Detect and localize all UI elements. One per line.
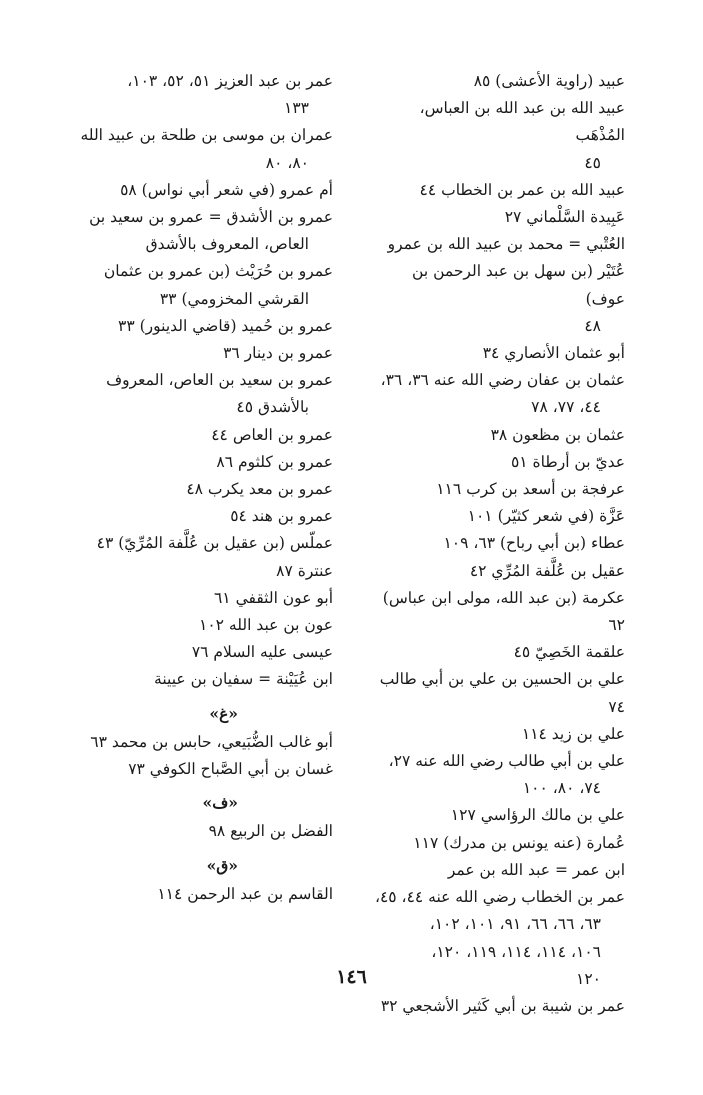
index-entry-continuation: ٤٤، ٧٧، ٧٨ — [531, 398, 601, 417]
index-entry — [75, 422, 333, 449]
index-entry-text: عقيل بن عُلَّفة المُرِّي ٤٢ — [469, 561, 625, 580]
index-entry-text: ٦٣، ٦٦، ٦٦، ٩١، ١٠١، ١٠٢، — [429, 915, 601, 934]
index-entry — [75, 818, 333, 845]
index-entry — [372, 449, 625, 476]
index-entry — [372, 367, 625, 421]
index-entry — [75, 558, 333, 585]
index-entry — [372, 558, 625, 585]
index-entry-continuation: القرشي المخزومي) ٣٣ — [159, 289, 309, 308]
index-entry-text: عَزَّة (في شعر كثيّر) ١٠١ — [467, 507, 625, 526]
index-entry — [75, 503, 333, 530]
index-entry-text: عمر بن الخطاب رضي الله عنه ٤٤، ٤٥، — [374, 888, 625, 907]
index-entry — [372, 884, 625, 911]
index-entry — [372, 340, 625, 367]
index-entry — [372, 68, 625, 95]
index-entry-continuation: ٧٤، ٨٠، ١٠٠ — [522, 779, 601, 798]
index-entry — [75, 313, 333, 340]
index-entry-text: أبو غالب الضُّبَيعي، حابس بن محمد ٦٣ — [90, 732, 333, 751]
index-entry — [75, 729, 333, 756]
index-entry-text: عرفجة بن أسعد بن كرب ١١٦ — [436, 480, 625, 499]
index-entry-text: عملّس (بن عقيل بن عُلَّفة المُرِّيّ) ٤٣ — [96, 534, 333, 553]
index-entry — [372, 939, 625, 966]
index-entry-text: غسان بن أبي الصَّباح الكوفي ٧٣ — [128, 760, 333, 779]
index-entry — [372, 911, 625, 938]
index-entry-text: ١٢٠ — [576, 969, 601, 988]
index-entry-text: عمرو بن العاص ٤٤ — [211, 425, 333, 444]
index-entry-text: عمرو بن كلثوم ٨٦ — [216, 452, 333, 471]
index-entry-text: عُمارة (عنه يونس بن مدرك) ١١٧ — [413, 833, 625, 852]
section-letter-heading: «ف» — [202, 793, 238, 813]
index-entry — [372, 476, 625, 503]
index-entry — [75, 881, 333, 908]
index-entry-text: علقمة الخَصِيّ ٤٥ — [513, 643, 625, 662]
index-entry-continuation: ١٣٣ — [284, 99, 309, 118]
index-entry-text: أم عمرو (في شعر أبي نواس) ٥٨ — [120, 180, 333, 199]
index-entry-text: عنترة ٨٧ — [276, 561, 333, 580]
index-column-right — [372, 68, 625, 1020]
index-entry-text: عبيد الله بن عمر بن الخطاب ٤٤ — [419, 180, 625, 199]
index-entry — [75, 258, 333, 312]
index-entry — [75, 177, 333, 204]
index-entry — [372, 204, 625, 231]
index-entry-text: أبو عثمان الأنصاري ٣٤ — [482, 344, 625, 363]
index-entry-text: عمرو بن دينار ٣٦ — [223, 344, 333, 363]
index-entry — [75, 340, 333, 367]
index-entry — [75, 449, 333, 476]
index-entry — [372, 231, 625, 258]
index-entry-text: عطاء (بن أبي رباح) ٦٣، ١٠٩ — [443, 534, 625, 553]
index-entry — [372, 258, 625, 340]
index-entry-text: عبيد الله بن عبد الله بن العباس، المُذْهَب — [419, 99, 625, 145]
index-column-left — [75, 68, 333, 908]
index-entry — [372, 721, 625, 748]
index-entry-text: عكرمة (بن عبد الله، مولى ابن عباس) ٦٢ — [382, 588, 625, 635]
index-entry-text: عيسى عليه السلام ٧٦ — [191, 643, 333, 662]
index-entry-text: العُتْبي = محمد بن عبيد الله بن عمرو — [387, 235, 625, 254]
index-entry-text: عمرو بن حُميد (قاضي الدينور) ٣٣ — [118, 316, 333, 335]
index-entry — [372, 585, 625, 639]
index-entry-text: عمران بن موسى بن طلحة بن عبيد الله — [80, 126, 333, 145]
index-entry-text: عمرو بن سعيد بن العاص، المعروف — [106, 371, 333, 390]
index-entry — [372, 639, 625, 666]
index-entry — [372, 422, 625, 449]
index-entry-continuation: بالأشدق ٤٥ — [236, 398, 309, 417]
index-entry-text: عون بن عبد الله ١٠٢ — [199, 616, 333, 635]
index-entry — [372, 95, 625, 177]
index-entry-text: ابن عمر = عبد الله بن عمر — [447, 860, 625, 879]
index-entry-text: القاسم بن عبد الرحمن ١١٤ — [157, 884, 333, 903]
index-entry-text: عمرو بن حُرَيْث (بن عمرو بن عثمان — [103, 262, 333, 281]
index-entry-text: علي بن مالك الرؤاسي ١٢٧ — [450, 806, 625, 825]
index-entry-text: علي بن زيد ١١٤ — [521, 724, 625, 743]
index-entry-text: ١٠٦، ١١٤، ١١٤، ١١٩، ١٢٠، — [431, 942, 601, 961]
index-entry-text: عَبِيدة السَّلْماني ٢٧ — [504, 208, 625, 227]
index-entry-text: علي بن الحسين بن علي بن أبي طالب ٧٤ — [379, 670, 625, 716]
index-entry — [372, 503, 625, 530]
index-entry-continuation: ٤٥ — [584, 153, 601, 172]
index-entry — [372, 802, 625, 829]
index-entry-text: عديّ بن أرطاة ٥١ — [510, 452, 625, 471]
index-entry-text: أبو عون الثقفي ٦١ — [213, 588, 333, 607]
index-entry — [75, 756, 333, 783]
index-entry-text: ابن عُيَيْنة = سفيان بن عيينة — [154, 670, 333, 689]
page-number: ١٤٦ — [336, 966, 367, 988]
index-entry-continuation: ٤٨ — [584, 316, 601, 335]
index-entry-text: عمرو بن هند ٥٤ — [230, 507, 333, 526]
index-entry-text: عثمان بن مظعون ٣٨ — [490, 425, 625, 444]
index-entry — [372, 666, 625, 720]
index-entry — [75, 639, 333, 666]
index-entry — [372, 177, 625, 204]
index-entry — [75, 476, 333, 503]
index-entry-text: علي بن أبي طالب رضي الله عنه ٢٧، — [388, 752, 625, 771]
section-letter-heading: «غ» — [209, 703, 238, 723]
index-entry — [75, 204, 333, 258]
index-entry — [75, 585, 333, 612]
index-entry — [75, 530, 333, 557]
index-entry-text: عبيد (راوية الأعشى) ٨٥ — [473, 72, 625, 90]
index-entry — [75, 612, 333, 639]
index-entry — [75, 122, 333, 176]
index-entry — [372, 530, 625, 557]
index-entry — [372, 993, 625, 1020]
index-entry-text: عمرو بن الأشدق = عمرو بن سعيد بن — [89, 208, 333, 227]
index-entry-text: الفضل بن الربيع ٩٨ — [208, 822, 333, 841]
section-letter-heading: «ق» — [206, 855, 238, 875]
index-entry — [372, 857, 625, 884]
index-entry — [75, 68, 333, 122]
index-entry — [75, 666, 333, 693]
index-entry-text: عمر بن عبد العزيز ٥١، ٥٢، ١٠٣، — [127, 72, 333, 90]
index-entry-continuation: العاص، المعروف بالأشدق — [145, 235, 309, 254]
index-entry-text: عثمان بن عفان رضي الله عنه ٣٦، ٣٦، — [380, 371, 625, 390]
index-entry-text: عمر بن شيبة بن أبي كَثير الأشجعي ٣٢ — [380, 996, 625, 1015]
index-entry — [372, 830, 625, 857]
index-entry-continuation: ٨٠، ٨٠ — [265, 153, 309, 172]
index-entry-text: عُتَيْر (بن سهل بن عبد الرحمن بن عوف) — [412, 262, 625, 308]
index-entry — [372, 748, 625, 802]
index-entry — [75, 367, 333, 421]
index-entry-text: عمرو بن معد يكرب ٤٨ — [186, 480, 333, 499]
